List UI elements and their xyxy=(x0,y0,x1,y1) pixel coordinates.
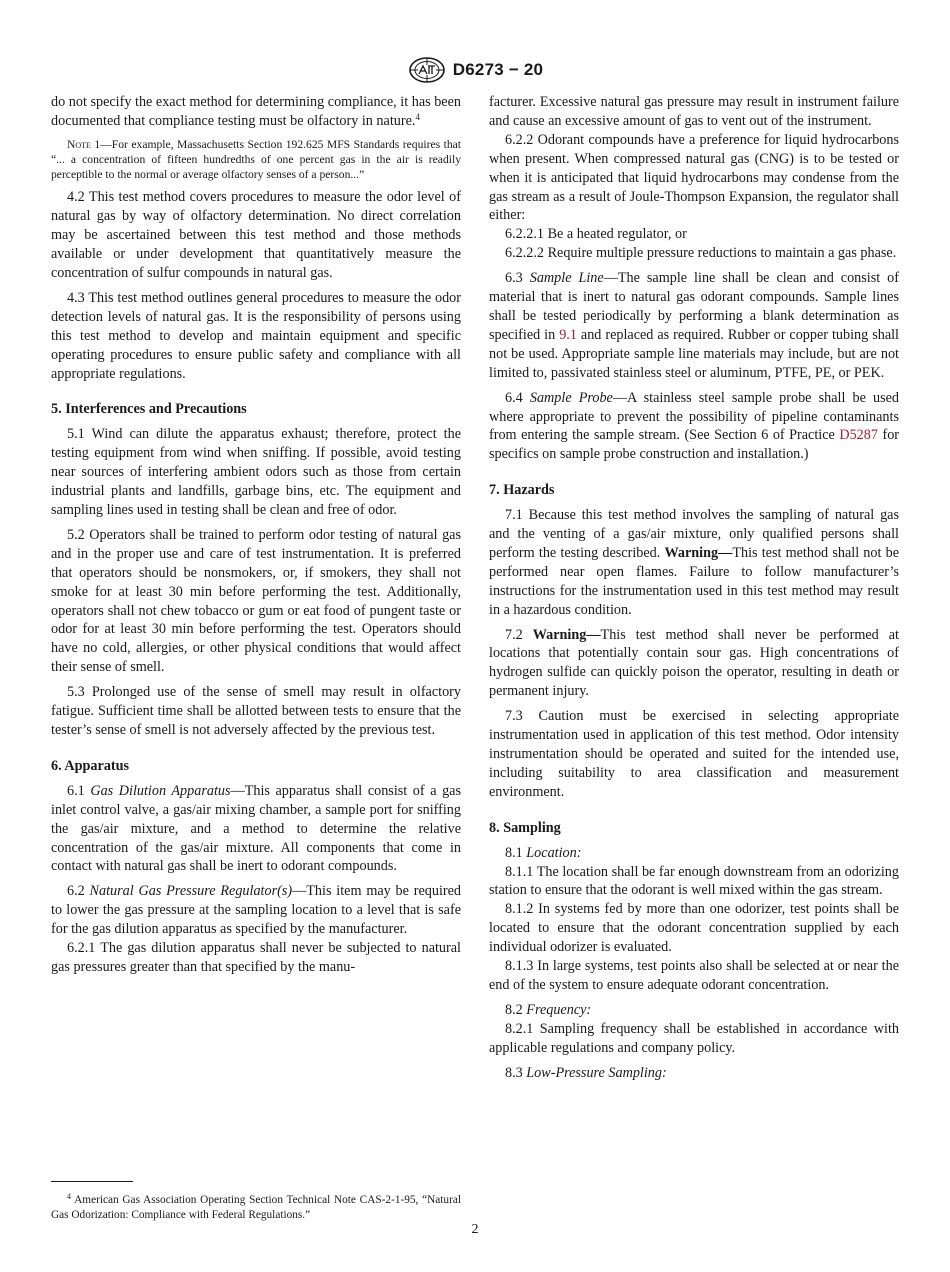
paragraph-6-1: 6.1 Gas Dilution Apparatus—This apparatus shall consist of a gas inlet control valve, a gas/air mixing chamber, a sample port for sniffing the gas/air mixture, and a method to determine the relative concentration of the gas/air mixture. All components that come in contact with natural gas shall be inert to odorant compounds. xyxy=(51,782,461,875)
paragraph-continued: facturer. Excessive natural gas pressure may result in instrument failure and cause an excessive amount of gas to vent out of the instrument. xyxy=(489,94,899,129)
section-heading-5: 5. Interferences and Precautions xyxy=(51,401,247,418)
paragraph-5-2: 5.2 Operators shall be trained to perform odor testing of natural gas and in the proper use and care of test instrumentation. It is preferred that operators should be nonsmokers, or, if smokers, they shall not smoke for at least 30 min before performing the test. Additionally, operators shall not chew tobacco or gum or eat food of pungent taste or odor for at least 30 min before performing the test. Operators should have no cold, allergies, or other physical conditions that would affect their sense of smell. xyxy=(51,526,461,676)
paragraph-8-3: 8.3 Low-Pressure Sampling: xyxy=(505,1064,667,1081)
section-heading-6: 6. Apparatus xyxy=(51,757,130,774)
standard-designation: D6273 − 20 xyxy=(452,60,544,79)
paragraph-8-1-3: 8.1.3 In large systems, test points also shall be selected at or near the end of the system to ensure adequate odorant concentration. xyxy=(489,958,899,993)
paragraph-8-2-1: 8.2.1 Sampling frequency shall be established in accordance with applicable regulations and company policy. xyxy=(489,1020,899,1056)
footnote-text: American Gas Association Operating Section Technical Note CAS-2-1-95, “Natural Gas Odorization: Compliance with Federal Regulations.” xyxy=(51,1194,461,1221)
paragraph-5-3: 5.3 Prolonged use of the sense of smell may result in olfactory fatigue. Sufficient time shall be allotted between tests to ensure that the tester’s sense of smell is not adversely affected by the previous test. xyxy=(51,684,461,738)
paragraph-4-2: 4.2 This test method covers procedures to measure the odor level of natural gas by way of olfactory determination. No direct correlation may be ascertained between this test method and those methods available or under development that quantitatively measure the concentration of sulfur compounds in natural gas. xyxy=(51,189,461,282)
paragraph-6-4: 6.4 Sample Probe—A stainless steel sample probe shall be used where appropriate to prevent the possibility of pipeline contaminants from entering the sample stream. (See Section 6 of Practice D5287 for specifics on sample probe construction and installation.) xyxy=(489,389,900,463)
footnote-divider xyxy=(51,1181,133,1182)
section-link-9-1[interactable]: 9.1 xyxy=(559,326,577,343)
note-1: Note 1—For example, Massachusetts Section 192.625 MFS Standards requires that “... a concentration of fifteen hundredths of one percent gas in the air is readily perceptible to the normal or average olfactory senses of a person...” xyxy=(51,137,461,182)
paragraph-6-2-2-1: 6.2.2.1 Be a heated regulator, or xyxy=(505,226,687,243)
paragraph-6-2: 6.2 Natural Gas Pressure Regulator(s)—This item may be required to lower the gas pressure at the sampling location to a level that is safe for the gas dilution apparatus as specified by the manufacturer. xyxy=(51,883,462,938)
footnote-number: 4 xyxy=(67,1192,71,1201)
astm-logo-icon xyxy=(407,56,447,84)
paragraph-6-2-1: 6.2.1 The gas dilution apparatus shall never be subjected to natural gas pressures greater than that specified by the manu- xyxy=(51,940,461,975)
section-heading-8: 8. Sampling xyxy=(489,819,561,836)
paragraph-8-1-2: 8.1.2 In systems fed by more than one odorizer, test points shall be located to ensure that the odorant concentration supplied by each individual odorizer is evaluated. xyxy=(489,901,899,956)
footnote xyxy=(51,1193,461,1222)
paragraph-7-3: 7.3 Caution must be exercised in selecting appropriate instrumentation used in application of this test method. Odor intensity instrumentation should be operated and suited for the intended use, including suitability to area classification and measurement environment. xyxy=(489,708,899,800)
paragraph-8-1: 8.1 Location: xyxy=(505,844,582,861)
paragraph-4-3: 4.3 This test method outlines general procedures to measure the odor detection levels of natural gas. It is the responsibility of persons using this test method to develop and maintain equipment and specific operating procedures to ensure public safety and compliance with all appropriate regulations. xyxy=(51,289,461,382)
paragraph-8-1-1: 8.1.1 The location shall be far enough downstream from an odorizing station to ensure that the odorant is well mixed within the gas stream. xyxy=(489,863,899,899)
paragraph-6-2-2: 6.2.2 Odorant compounds have a preference for liquid hydrocarbons when present. When compressed natural gas (CNG) is to be tested or when it is anticipated that liquid hydrocarbons may condense from the gas stream as a result of Joule-Thompson Expansion, the regulator shall either: xyxy=(489,131,899,224)
paragraph-8-2: 8.2 Frequency: xyxy=(505,1001,592,1018)
paragraph-7-2: 7.2 Warning—This test method shall never be performed at locations that potentially contain sour gas. High concentrations of hydrogen sulfide can quickly poison the operator, resulting in death or permanent injury. xyxy=(489,626,900,700)
paragraph-6-3: 6.3 Sample Line—The sample line shall be clean and consist of material that is inert to natural gas odorant compounds. Sample lines shall be tested periodically by performing a blank determination as specified in 9.1 and replaced as required. Rubber or copper tubing shall not be used. Appropriate sample line materials may include, but are not limited to, passivated stainless steel or aluminum, PTFE, PE, or PEK. xyxy=(489,270,900,381)
paragraph-7-1: 7.1 Because this test method involves the sampling of natural gas and the venting of a gas/air mixture, only qualified persons shall perform the testing described. Warning—This test method shall not be performed near open flames. Failure to follow manufacturer’s instructions for the instrumentation used in this test method may result in a hazardous condition. xyxy=(489,507,900,618)
standard-link-d5287[interactable]: D5287 xyxy=(839,427,878,444)
footnote-marker: 4 xyxy=(415,111,420,122)
paragraph-continued: do not specify the exact method for determining compliance, it has been documented that compliance testing must be olfactory in nature.$^4$ xyxy=(51,94,461,129)
right-column xyxy=(489,93,899,1089)
section-heading-7: 7. Hazards xyxy=(489,482,555,499)
left-column xyxy=(51,93,461,983)
page-number: 2 xyxy=(471,1222,479,1237)
paragraph-5-1: 5.1 Wind can dilute the apparatus exhaust; therefore, protect the testing equipment from wind when sniffing. If possible, avoid testing near sources of interfering ambient odors such as those from certain industrial plants and landfills, garbage bins, etc. The equipment and sampling lines used in testing shall be clean and free of odor. xyxy=(51,426,461,519)
page-header xyxy=(0,56,950,84)
paragraph-6-2-2-2: 6.2.2.2 Require multiple pressure reductions to maintain a gas phase. xyxy=(505,245,897,262)
